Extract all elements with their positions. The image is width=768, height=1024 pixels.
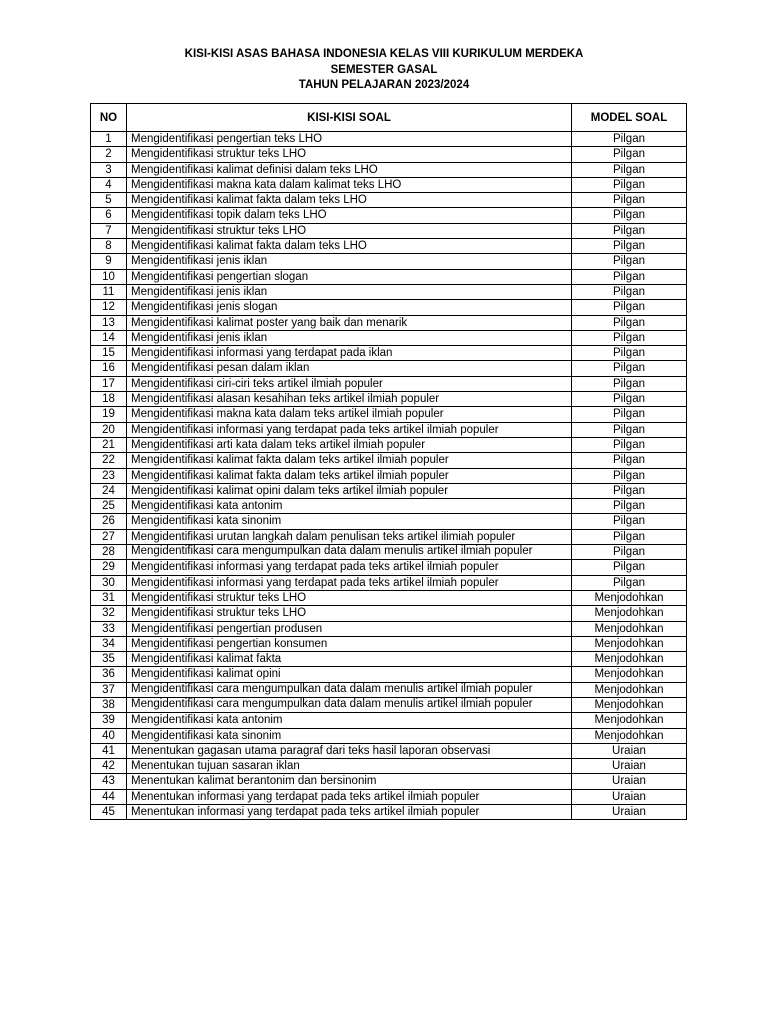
row-description: Mengidentifikasi informasi yang terdapat pada teks artikel ilmiah populer — [127, 422, 572, 437]
row-number: 11 — [91, 284, 127, 299]
row-description: Mengidentifikasi urutan langkah dalam penulisan teks artikel ilimiah populer — [127, 529, 572, 544]
kisi-kisi-table — [90, 103, 687, 820]
table-row — [91, 514, 687, 529]
row-model-soal: Pilgan — [572, 132, 687, 147]
table-row — [91, 162, 687, 177]
row-description: Mengidentifikasi kata sinonim — [127, 728, 572, 743]
row-model-soal: Menjodohkan — [572, 667, 687, 682]
row-model-soal: Pilgan — [572, 254, 687, 269]
row-number: 27 — [91, 529, 127, 544]
row-number: 43 — [91, 774, 127, 789]
row-description: Mengidentifikasi topik dalam teks LHO — [127, 208, 572, 223]
row-model-soal: Uraian — [572, 759, 687, 774]
row-model-soal: Menjodohkan — [572, 621, 687, 636]
row-description: Mengidentifikasi alasan kesahihan teks artikel ilmiah populer — [127, 392, 572, 407]
row-number: 42 — [91, 759, 127, 774]
table-header-row — [91, 104, 687, 132]
row-model-soal: Menjodohkan — [572, 606, 687, 621]
row-model-soal: Pilgan — [572, 575, 687, 590]
row-description: Mengidentifikasi cara mengumpulkan data dalam menulis artikel ilmiah populer — [127, 545, 572, 560]
table-row — [91, 147, 687, 162]
row-description: Mengidentifikasi jenis slogan — [127, 300, 572, 315]
table-row — [91, 743, 687, 758]
row-model-soal: Pilgan — [572, 422, 687, 437]
row-number: 40 — [91, 728, 127, 743]
row-number: 4 — [91, 177, 127, 192]
table-row — [91, 575, 687, 590]
table-row — [91, 728, 687, 743]
row-number: 39 — [91, 713, 127, 728]
row-description: Mengidentifikasi pengertian slogan — [127, 269, 572, 284]
table-row — [91, 667, 687, 682]
row-model-soal: Pilgan — [572, 514, 687, 529]
row-model-soal: Pilgan — [572, 330, 687, 345]
row-model-soal: Pilgan — [572, 284, 687, 299]
row-number: 28 — [91, 545, 127, 560]
row-description: Mengidentifikasi struktur teks LHO — [127, 147, 572, 162]
column-header-kisi-kisi-soal: KISI-KISI SOAL — [127, 104, 572, 132]
row-description: Mengidentifikasi makna kata dalam kalimat teks LHO — [127, 177, 572, 192]
row-number: 14 — [91, 330, 127, 345]
table-row — [91, 208, 687, 223]
table-row — [91, 682, 687, 697]
table-row — [91, 193, 687, 208]
row-description: Mengidentifikasi kata antonim — [127, 713, 572, 728]
row-model-soal: Pilgan — [572, 560, 687, 575]
table-row — [91, 223, 687, 238]
row-description: Mengidentifikasi kalimat fakta dalam teks artikel ilmiah populer — [127, 453, 572, 468]
row-description: Mengidentifikasi jenis iklan — [127, 254, 572, 269]
row-model-soal: Pilgan — [572, 361, 687, 376]
row-description: Mengidentifikasi pengertian konsumen — [127, 636, 572, 651]
row-model-soal: Menjodohkan — [572, 652, 687, 667]
row-model-soal: Menjodohkan — [572, 636, 687, 651]
table-row — [91, 621, 687, 636]
row-model-soal: Uraian — [572, 789, 687, 804]
row-number: 18 — [91, 392, 127, 407]
table-row — [91, 300, 687, 315]
row-description: Mengidentifikasi kalimat opini — [127, 667, 572, 682]
row-number: 20 — [91, 422, 127, 437]
table-row — [91, 652, 687, 667]
row-number: 25 — [91, 499, 127, 514]
row-description: Menentukan informasi yang terdapat pada teks artikel ilmiah populer — [127, 789, 572, 804]
table-row — [91, 330, 687, 345]
title-line-1: KISI-KISI ASAS BAHASA INDONESIA KELAS VIII KURIKULUM MERDEKA — [184, 48, 584, 60]
row-description: Mengidentifikasi pengertian produsen — [127, 621, 572, 636]
row-model-soal: Pilgan — [572, 239, 687, 254]
row-description: Mengidentifikasi kalimat poster yang baik dan menarik — [127, 315, 572, 330]
row-number: 34 — [91, 636, 127, 651]
table-row — [91, 713, 687, 728]
row-description: Mengidentifikasi makna kata dalam teks artikel ilmiah populer — [127, 407, 572, 422]
row-number: 1 — [91, 132, 127, 147]
row-description: Menentukan kalimat berantonim dan bersinonim — [127, 774, 572, 789]
row-number: 2 — [91, 147, 127, 162]
row-model-soal: Menjodohkan — [572, 728, 687, 743]
row-model-soal: Uraian — [572, 774, 687, 789]
row-model-soal: Pilgan — [572, 162, 687, 177]
row-number: 38 — [91, 697, 127, 712]
row-description: Mengidentifikasi cara mengumpulkan data dalam menulis artikel ilmiah populer — [127, 697, 572, 712]
table-row — [91, 392, 687, 407]
row-number: 23 — [91, 468, 127, 483]
row-number: 26 — [91, 514, 127, 529]
row-number: 5 — [91, 193, 127, 208]
row-model-soal: Pilgan — [572, 376, 687, 391]
row-model-soal: Menjodohkan — [572, 682, 687, 697]
row-number: 36 — [91, 667, 127, 682]
table-row — [91, 361, 687, 376]
row-description: Mengidentifikasi cara mengumpulkan data dalam menulis artikel ilmiah populer — [127, 682, 572, 697]
row-number: 8 — [91, 239, 127, 254]
row-number: 13 — [91, 315, 127, 330]
row-model-soal: Uraian — [572, 743, 687, 758]
row-number: 30 — [91, 575, 127, 590]
row-description: Mengidentifikasi kalimat fakta dalam teks LHO — [127, 239, 572, 254]
row-number: 44 — [91, 789, 127, 804]
row-model-soal: Pilgan — [572, 177, 687, 192]
row-model-soal: Pilgan — [572, 437, 687, 452]
title-line-3: TAHUN PELAJARAN 2023/2024 — [298, 79, 470, 91]
table-row — [91, 437, 687, 452]
table-row — [91, 636, 687, 651]
row-description: Mengidentifikasi ciri-ciri teks artikel ilmiah populer — [127, 376, 572, 391]
row-model-soal: Pilgan — [572, 300, 687, 315]
row-number: 31 — [91, 590, 127, 605]
table-row — [91, 759, 687, 774]
row-model-soal: Pilgan — [572, 529, 687, 544]
row-description: Mengidentifikasi struktur teks LHO — [127, 223, 572, 238]
row-model-soal: Pilgan — [572, 499, 687, 514]
row-number: 19 — [91, 407, 127, 422]
table-row — [91, 269, 687, 284]
row-number: 37 — [91, 682, 127, 697]
table-row — [91, 789, 687, 804]
table-row — [91, 407, 687, 422]
row-description: Mengidentifikasi struktur teks LHO — [127, 590, 572, 605]
table-row — [91, 254, 687, 269]
row-model-soal: Uraian — [572, 805, 687, 820]
row-number: 33 — [91, 621, 127, 636]
row-description: Mengidentifikasi kalimat fakta dalam teks LHO — [127, 193, 572, 208]
table-row — [91, 376, 687, 391]
table-row — [91, 346, 687, 361]
row-model-soal: Pilgan — [572, 483, 687, 498]
row-description: Mengidentifikasi jenis iklan — [127, 330, 572, 345]
row-description: Mengidentifikasi kalimat fakta dalam teks artikel ilmiah populer — [127, 468, 572, 483]
table-row — [91, 239, 687, 254]
row-model-soal: Pilgan — [572, 346, 687, 361]
row-model-soal: Pilgan — [572, 407, 687, 422]
row-description: Mengidentifikasi kalimat definisi dalam teks LHO — [127, 162, 572, 177]
row-number: 22 — [91, 453, 127, 468]
row-description: Mengidentifikasi pesan dalam iklan — [127, 361, 572, 376]
row-model-soal: Menjodohkan — [572, 713, 687, 728]
row-description: Mengidentifikasi kata antonim — [127, 499, 572, 514]
row-model-soal: Pilgan — [572, 193, 687, 208]
table-row — [91, 132, 687, 147]
table-row — [91, 499, 687, 514]
row-description: Mengidentifikasi informasi yang terdapat pada teks artikel ilmiah populer — [127, 560, 572, 575]
row-description: Menentukan tujuan sasaran iklan — [127, 759, 572, 774]
column-header-model-soal: MODEL SOAL — [572, 104, 687, 132]
row-description: Mengidentifikasi informasi yang terdapat pada iklan — [127, 346, 572, 361]
table-body — [91, 132, 687, 820]
row-description: Mengidentifikasi jenis iklan — [127, 284, 572, 299]
row-description: Mengidentifikasi informasi yang terdapat pada teks artikel ilmiah populer — [127, 575, 572, 590]
document-title — [0, 47, 768, 94]
row-model-soal: Pilgan — [572, 453, 687, 468]
table-row — [91, 805, 687, 820]
row-number: 35 — [91, 652, 127, 667]
row-model-soal: Pilgan — [572, 468, 687, 483]
table-row — [91, 606, 687, 621]
row-model-soal: Pilgan — [572, 269, 687, 284]
row-number: 21 — [91, 437, 127, 452]
row-number: 3 — [91, 162, 127, 177]
row-number: 12 — [91, 300, 127, 315]
table-row — [91, 284, 687, 299]
row-model-soal: Pilgan — [572, 208, 687, 223]
row-description: Menentukan gagasan utama paragraf dari teks hasil laporan observasi — [127, 743, 572, 758]
row-description: Mengidentifikasi kalimat fakta — [127, 652, 572, 667]
column-header-no: NO — [91, 104, 127, 132]
table-row — [91, 177, 687, 192]
row-model-soal: Pilgan — [572, 147, 687, 162]
title-line-2: SEMESTER GASAL — [330, 63, 438, 76]
row-number: 10 — [91, 269, 127, 284]
table-row — [91, 545, 687, 560]
row-model-soal: Pilgan — [572, 315, 687, 330]
row-number: 6 — [91, 208, 127, 223]
table-row — [91, 590, 687, 605]
row-number: 15 — [91, 346, 127, 361]
row-number: 41 — [91, 743, 127, 758]
row-number: 7 — [91, 223, 127, 238]
row-number: 9 — [91, 254, 127, 269]
row-number: 16 — [91, 361, 127, 376]
row-number: 24 — [91, 483, 127, 498]
row-number: 17 — [91, 376, 127, 391]
table-row — [91, 529, 687, 544]
row-description: Mengidentifikasi arti kata dalam teks artikel ilmiah populer — [127, 437, 572, 452]
row-model-soal: Menjodohkan — [572, 590, 687, 605]
row-model-soal: Pilgan — [572, 223, 687, 238]
table-row — [91, 697, 687, 712]
row-model-soal: Pilgan — [572, 392, 687, 407]
row-description: Mengidentifikasi pengertian teks LHO — [127, 132, 572, 147]
table-row — [91, 560, 687, 575]
row-model-soal: Pilgan — [572, 545, 687, 560]
table-row — [91, 468, 687, 483]
row-number: 45 — [91, 805, 127, 820]
table-row — [91, 774, 687, 789]
table-row — [91, 315, 687, 330]
row-number: 32 — [91, 606, 127, 621]
table-row — [91, 483, 687, 498]
row-description: Mengidentifikasi kalimat opini dalam teks artikel ilmiah populer — [127, 483, 572, 498]
row-model-soal: Menjodohkan — [572, 697, 687, 712]
table-row — [91, 453, 687, 468]
row-description: Mengidentifikasi kata sinonim — [127, 514, 572, 529]
row-description: Menentukan informasi yang terdapat pada teks artikel ilmiah populer — [127, 805, 572, 820]
table-row — [91, 422, 687, 437]
row-description: Mengidentifikasi struktur teks LHO — [127, 606, 572, 621]
row-number: 29 — [91, 560, 127, 575]
